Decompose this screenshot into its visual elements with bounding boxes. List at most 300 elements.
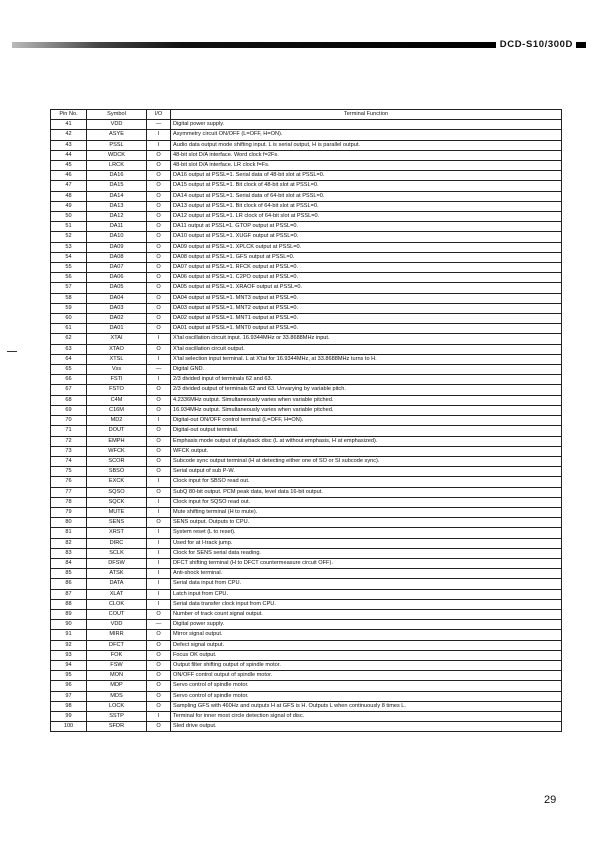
- function-cell: DA09 output at PSSL=1. XPLCK output at PSSL=0.: [171, 242, 562, 252]
- table-row: [51, 426, 562, 436]
- table-row: [51, 416, 562, 426]
- pin-number-cell: 92: [51, 640, 87, 650]
- function-cell: DA13 output at PSSL=1. Bit clock of 64-bit slot at PSSL=0.: [171, 201, 562, 211]
- table-row: [51, 630, 562, 640]
- pin-number-cell: 88: [51, 599, 87, 609]
- io-cell: O: [147, 201, 171, 211]
- table-row: [51, 650, 562, 660]
- symbol-cell: MUTE: [87, 507, 147, 517]
- table-row: [51, 161, 562, 171]
- function-cell: Digital-out output terminal.: [171, 426, 562, 436]
- symbol-cell: VDD: [87, 120, 147, 130]
- table-row: [51, 293, 562, 303]
- table-body: [51, 120, 562, 732]
- symbol-cell: SBSO: [87, 467, 147, 477]
- io-cell: O: [147, 150, 171, 160]
- symbol-cell: MDS: [87, 691, 147, 701]
- table-row: [51, 681, 562, 691]
- function-cell: DA06 output at PSSL=1. C2PO output at PSSL=0.: [171, 273, 562, 283]
- symbol-cell: DA15: [87, 181, 147, 191]
- pin-number-cell: 67: [51, 385, 87, 395]
- pin-number-cell: 58: [51, 293, 87, 303]
- symbol-cell: CLOK: [87, 599, 147, 609]
- table-row: [51, 375, 562, 385]
- function-cell: DA03 output at PSSL=1. MNT2 output at PSSL=0.: [171, 303, 562, 313]
- symbol-cell: DA01: [87, 324, 147, 334]
- pin-number-cell: 69: [51, 405, 87, 415]
- function-cell: Asymmetry circuit ON/OFF (L=OFF, H=ON).: [171, 130, 562, 140]
- io-cell: I: [147, 589, 171, 599]
- io-cell: I: [147, 711, 171, 721]
- io-cell: O: [147, 273, 171, 283]
- header-rule: [12, 42, 496, 48]
- function-cell: Output filter shifting output of spindle motor.: [171, 660, 562, 670]
- pin-number-cell: 53: [51, 242, 87, 252]
- symbol-cell: MDP: [87, 681, 147, 691]
- model-title: DCD-S10/300D: [499, 39, 573, 50]
- table-row: [51, 120, 562, 130]
- io-cell: O: [147, 263, 171, 273]
- symbol-cell: DIRC: [87, 538, 147, 548]
- io-cell: I: [147, 497, 171, 507]
- page-number: 29: [544, 794, 557, 806]
- table-row: [51, 365, 562, 375]
- pin-number-cell: 91: [51, 630, 87, 640]
- io-cell: O: [147, 405, 171, 415]
- function-cell: Defect signal output.: [171, 640, 562, 650]
- function-cell: Anti-shock terminal.: [171, 569, 562, 579]
- io-cell: O: [147, 436, 171, 446]
- pin-number-cell: 81: [51, 528, 87, 538]
- pin-number-cell: 86: [51, 579, 87, 589]
- io-cell: —: [147, 120, 171, 130]
- function-cell: SENS output. Outputs to CPU.: [171, 518, 562, 528]
- margin-mark: [7, 351, 17, 352]
- function-cell: 4.2336MHz output. Simultaneously varies when variable pitched.: [171, 395, 562, 405]
- pin-number-cell: 66: [51, 375, 87, 385]
- function-cell: Used for at l-track jump.: [171, 538, 562, 548]
- symbol-cell: XLAT: [87, 589, 147, 599]
- io-cell: I: [147, 507, 171, 517]
- symbol-cell: XTAI: [87, 334, 147, 344]
- symbol-cell: FSTO: [87, 385, 147, 395]
- io-cell: I: [147, 528, 171, 538]
- io-cell: O: [147, 161, 171, 171]
- symbol-cell: FSW: [87, 660, 147, 670]
- symbol-cell: ATSK: [87, 569, 147, 579]
- table-row: [51, 273, 562, 283]
- function-cell: Digital power supply.: [171, 120, 562, 130]
- function-cell: DA08 output at PSSL=1. GFS output at PSSL=0.: [171, 252, 562, 262]
- table-row: [51, 263, 562, 273]
- pin-number-cell: 47: [51, 181, 87, 191]
- table-row: [51, 477, 562, 487]
- pin-number-cell: 94: [51, 660, 87, 670]
- io-cell: O: [147, 314, 171, 324]
- io-cell: O: [147, 395, 171, 405]
- function-cell: 2/3 divided output of terminals 62 and 63. Unvarying by variable pitch.: [171, 385, 562, 395]
- function-cell: DA07 output at PSSL=1. RFCK output at PSSL=0.: [171, 263, 562, 273]
- function-cell: DA01 output at PSSL=1. MNT0 output at PSSL=0.: [171, 324, 562, 334]
- function-cell: Subcode sync output terminal (H at detecting either one of SO or SI subcode sync).: [171, 456, 562, 466]
- table-row: [51, 212, 562, 222]
- table-row: [51, 528, 562, 538]
- pin-number-cell: 93: [51, 650, 87, 660]
- io-cell: O: [147, 222, 171, 232]
- pin-number-cell: 62: [51, 334, 87, 344]
- function-cell: WFCK output.: [171, 446, 562, 456]
- symbol-cell: DA06: [87, 273, 147, 283]
- table-row: [51, 446, 562, 456]
- io-cell: O: [147, 181, 171, 191]
- function-cell: Digital GND.: [171, 365, 562, 375]
- pin-number-cell: 83: [51, 548, 87, 558]
- io-cell: O: [147, 701, 171, 711]
- function-cell: Sampling GFS with 460Hz and outputs H at GFS is H. Outputs L when continuously 8 times L.: [171, 701, 562, 711]
- table-row: [51, 405, 562, 415]
- io-cell: O: [147, 660, 171, 670]
- pin-number-cell: 60: [51, 314, 87, 324]
- function-cell: Mirror signal output.: [171, 630, 562, 640]
- table-row: [51, 181, 562, 191]
- table-row: [51, 252, 562, 262]
- pin-number-cell: 68: [51, 395, 87, 405]
- function-cell: Serial data input from CPU.: [171, 579, 562, 589]
- function-cell: Digital-out ON/OFF control terminal (L=OFF, H=ON).: [171, 416, 562, 426]
- pin-number-cell: 59: [51, 303, 87, 313]
- io-cell: O: [147, 344, 171, 354]
- pin-number-cell: 85: [51, 569, 87, 579]
- io-cell: I: [147, 569, 171, 579]
- pin-number-cell: 51: [51, 222, 87, 232]
- io-cell: O: [147, 518, 171, 528]
- pin-number-cell: 95: [51, 671, 87, 681]
- pin-number-cell: 99: [51, 711, 87, 721]
- pin-number-cell: 98: [51, 701, 87, 711]
- function-cell: Emphasis mode output of playback disc (L at without emphasis, H at emphasized).: [171, 436, 562, 446]
- pin-number-cell: 48: [51, 191, 87, 201]
- symbol-cell: XTSL: [87, 354, 147, 364]
- pin-number-cell: 54: [51, 252, 87, 262]
- symbol-cell: XTAO: [87, 344, 147, 354]
- symbol-cell: C16M: [87, 405, 147, 415]
- function-cell: DA15 output at PSSL=1. Bit clock of 48-bit slot at PSSL=0.: [171, 181, 562, 191]
- io-cell: I: [147, 548, 171, 558]
- pin-number-cell: 46: [51, 171, 87, 181]
- table-row: [51, 671, 562, 681]
- function-cell: X'tal oscillation circuit output.: [171, 344, 562, 354]
- table-row: [51, 558, 562, 568]
- symbol-cell: DA13: [87, 201, 147, 211]
- symbol-cell: DA03: [87, 303, 147, 313]
- table-row: [51, 467, 562, 477]
- io-cell: O: [147, 487, 171, 497]
- function-cell: Digital power supply.: [171, 620, 562, 630]
- table-row: [51, 487, 562, 497]
- io-cell: O: [147, 252, 171, 262]
- pin-number-cell: 100: [51, 722, 87, 732]
- table-row: [51, 334, 562, 344]
- symbol-cell: DA08: [87, 252, 147, 262]
- function-cell: Clock input for SQSO read out.: [171, 497, 562, 507]
- pin-number-cell: 70: [51, 416, 87, 426]
- function-cell: Terminal for inner most circle detection signal of disc.: [171, 711, 562, 721]
- table-row: [51, 589, 562, 599]
- table-row: [51, 150, 562, 160]
- function-cell: DA04 output at PSSL=1. MNT3 output at PSSL=0.: [171, 293, 562, 303]
- symbol-cell: FOK: [87, 650, 147, 660]
- pin-number-cell: 80: [51, 518, 87, 528]
- symbol-cell: DA05: [87, 283, 147, 293]
- pin-number-cell: 79: [51, 507, 87, 517]
- pin-number-cell: 84: [51, 558, 87, 568]
- table-row: [51, 599, 562, 609]
- io-cell: —: [147, 365, 171, 375]
- table-row: [51, 497, 562, 507]
- symbol-cell: SSTP: [87, 711, 147, 721]
- pin-number-cell: 45: [51, 161, 87, 171]
- io-cell: O: [147, 467, 171, 477]
- table-row: [51, 518, 562, 528]
- function-cell: 48-bit slot D/A interface. LR clock f=Fs.: [171, 161, 562, 171]
- table-row: [51, 191, 562, 201]
- table-row: [51, 701, 562, 711]
- io-cell: I: [147, 599, 171, 609]
- io-cell: I: [147, 140, 171, 150]
- function-cell: DA14 output at PSSL=1. Serial data of 64-bit slot at PSSL=0.: [171, 191, 562, 201]
- table-row: [51, 140, 562, 150]
- symbol-cell: DA11: [87, 222, 147, 232]
- symbol-cell: LOCK: [87, 701, 147, 711]
- pin-number-cell: 76: [51, 477, 87, 487]
- symbol-cell: SCLK: [87, 548, 147, 558]
- column-header-pin: Pin No.: [51, 110, 87, 120]
- io-cell: O: [147, 242, 171, 252]
- symbol-cell: SQSO: [87, 487, 147, 497]
- io-cell: I: [147, 375, 171, 385]
- pin-number-cell: 96: [51, 681, 87, 691]
- table-row: [51, 548, 562, 558]
- table-row: [51, 344, 562, 354]
- function-cell: System reset (L to reset).: [171, 528, 562, 538]
- function-cell: ON/OFF control output of spindle motor.: [171, 671, 562, 681]
- pin-number-cell: 63: [51, 344, 87, 354]
- symbol-cell: MD2: [87, 416, 147, 426]
- io-cell: O: [147, 293, 171, 303]
- table-row: [51, 691, 562, 701]
- symbol-cell: SQCK: [87, 497, 147, 507]
- pin-number-cell: 90: [51, 620, 87, 630]
- function-cell: Servo control of spindle motor.: [171, 691, 562, 701]
- pin-number-cell: 74: [51, 456, 87, 466]
- table-row: [51, 436, 562, 446]
- symbol-cell: DA16: [87, 171, 147, 181]
- function-cell: X'tal selection input terminal. L at X'tal for 16.9344MHz, at 33.8688MHz turns to H.: [171, 354, 562, 364]
- symbol-cell: DA07: [87, 263, 147, 273]
- function-cell: Latch input from CPU.: [171, 589, 562, 599]
- table-row: [51, 395, 562, 405]
- function-cell: Clock for SENS serial data reading.: [171, 548, 562, 558]
- symbol-cell: DA02: [87, 314, 147, 324]
- io-cell: I: [147, 130, 171, 140]
- function-cell: 48-bit slot D/A interface. Word clock f=2Fs.: [171, 150, 562, 160]
- io-cell: O: [147, 324, 171, 334]
- function-cell: Audio data output mode shifting input. L is serial output, H is parallel output.: [171, 140, 562, 150]
- table-row: [51, 456, 562, 466]
- table-row: [51, 354, 562, 364]
- symbol-cell: C4M: [87, 395, 147, 405]
- pin-number-cell: 82: [51, 538, 87, 548]
- pin-number-cell: 89: [51, 609, 87, 619]
- io-cell: O: [147, 681, 171, 691]
- pin-number-cell: 64: [51, 354, 87, 364]
- io-cell: I: [147, 579, 171, 589]
- table-row: [51, 620, 562, 630]
- function-cell: DA11 output at PSSL=1. GTOP output at PSSL=0.: [171, 222, 562, 232]
- io-cell: O: [147, 385, 171, 395]
- function-cell: 16.934MHz output. Simultaneously varies when variable pitched.: [171, 405, 562, 415]
- function-cell: Mute shifting terminal (H to mute).: [171, 507, 562, 517]
- table-row: [51, 579, 562, 589]
- pin-number-cell: 73: [51, 446, 87, 456]
- table-row: [51, 385, 562, 395]
- symbol-cell: WDCK: [87, 150, 147, 160]
- symbol-cell: FSTI: [87, 375, 147, 385]
- io-cell: O: [147, 446, 171, 456]
- table-row: [51, 538, 562, 548]
- pin-number-cell: 41: [51, 120, 87, 130]
- table-row: [51, 569, 562, 579]
- function-cell: SubQ 80-bit output. PCM peak data, level data 16-bit output.: [171, 487, 562, 497]
- table-row: [51, 314, 562, 324]
- pin-number-cell: 75: [51, 467, 87, 477]
- pin-number-cell: 56: [51, 273, 87, 283]
- io-cell: I: [147, 558, 171, 568]
- symbol-cell: PSSL: [87, 140, 147, 150]
- io-cell: O: [147, 640, 171, 650]
- pin-number-cell: 57: [51, 283, 87, 293]
- column-header-symbol: Symbol: [87, 110, 147, 120]
- symbol-cell: Vss: [87, 365, 147, 375]
- page-header: [12, 40, 586, 49]
- symbol-cell: XRST: [87, 528, 147, 538]
- io-cell: I: [147, 538, 171, 548]
- pin-number-cell: 50: [51, 212, 87, 222]
- table-row: [51, 171, 562, 181]
- symbol-cell: DOUT: [87, 426, 147, 436]
- pin-number-cell: 44: [51, 150, 87, 160]
- symbol-cell: COUT: [87, 609, 147, 619]
- symbol-cell: DFCT: [87, 640, 147, 650]
- function-cell: 2/3 divided input of terminals 62 and 63.: [171, 375, 562, 385]
- terminal-function-table: [50, 109, 562, 732]
- pin-number-cell: 65: [51, 365, 87, 375]
- symbol-cell: EMPH: [87, 436, 147, 446]
- table-row: [51, 660, 562, 670]
- table-row: [51, 324, 562, 334]
- column-header-io: I/O: [147, 110, 171, 120]
- io-cell: O: [147, 609, 171, 619]
- header-end-block: [576, 42, 586, 48]
- io-cell: I: [147, 334, 171, 344]
- symbol-cell: DATA: [87, 579, 147, 589]
- symbol-cell: MIRR: [87, 630, 147, 640]
- function-cell: DA12 output at PSSL=1. LR clock of 64-bit slot at PSSL=0.: [171, 212, 562, 222]
- io-cell: O: [147, 212, 171, 222]
- table-row: [51, 222, 562, 232]
- function-cell: DA05 output at PSSL=1. XRAOF output at PSSL=0.: [171, 283, 562, 293]
- io-cell: O: [147, 283, 171, 293]
- io-cell: O: [147, 691, 171, 701]
- symbol-cell: DFSW: [87, 558, 147, 568]
- table-row: [51, 722, 562, 732]
- function-cell: Serial output of sub P-W.: [171, 467, 562, 477]
- pin-number-cell: 42: [51, 130, 87, 140]
- io-cell: I: [147, 416, 171, 426]
- table-row: [51, 130, 562, 140]
- table-row: [51, 640, 562, 650]
- symbol-cell: VDD: [87, 620, 147, 630]
- column-header-function: Terminal Function: [171, 110, 562, 120]
- io-cell: O: [147, 456, 171, 466]
- pin-number-cell: 77: [51, 487, 87, 497]
- io-cell: O: [147, 191, 171, 201]
- function-cell: Focus OK output.: [171, 650, 562, 660]
- symbol-cell: ASYE: [87, 130, 147, 140]
- symbol-cell: SCOR: [87, 456, 147, 466]
- table-row: [51, 201, 562, 211]
- table-row: [51, 507, 562, 517]
- io-cell: O: [147, 303, 171, 313]
- function-cell: Sled drive output.: [171, 722, 562, 732]
- pin-number-cell: 49: [51, 201, 87, 211]
- table-row: [51, 609, 562, 619]
- io-cell: I: [147, 354, 171, 364]
- io-cell: I: [147, 477, 171, 487]
- function-cell: DA02 output at PSSL=1. MNT1 output at PSSL=0.: [171, 314, 562, 324]
- table-row: [51, 283, 562, 293]
- symbol-cell: DA10: [87, 232, 147, 242]
- table-header-row: [51, 110, 562, 120]
- pin-number-cell: 55: [51, 263, 87, 273]
- pin-number-cell: 87: [51, 589, 87, 599]
- io-cell: O: [147, 171, 171, 181]
- io-cell: O: [147, 630, 171, 640]
- table-row: [51, 711, 562, 721]
- symbol-cell: EXCK: [87, 477, 147, 487]
- pin-number-cell: 61: [51, 324, 87, 334]
- pin-number-cell: 72: [51, 436, 87, 446]
- function-cell: Serial data transfer clock input from CPU.: [171, 599, 562, 609]
- pin-number-cell: 78: [51, 497, 87, 507]
- pin-number-cell: 97: [51, 691, 87, 701]
- io-cell: O: [147, 650, 171, 660]
- symbol-cell: DA14: [87, 191, 147, 201]
- pin-number-cell: 43: [51, 140, 87, 150]
- io-cell: O: [147, 671, 171, 681]
- pin-number-cell: 71: [51, 426, 87, 436]
- symbol-cell: SFDR: [87, 722, 147, 732]
- io-cell: O: [147, 232, 171, 242]
- io-cell: O: [147, 426, 171, 436]
- symbol-cell: WFCK: [87, 446, 147, 456]
- function-cell: Servo control of spindle motor.: [171, 681, 562, 691]
- symbol-cell: DA04: [87, 293, 147, 303]
- symbol-cell: SENS: [87, 518, 147, 528]
- function-cell: DFCT shifting terminal (H to DFCT countermeasure circuit OFF).: [171, 558, 562, 568]
- function-cell: DA16 output at PSSL=1. Serial data of 48-bit slot at PSSL=0.: [171, 171, 562, 181]
- table-row: [51, 232, 562, 242]
